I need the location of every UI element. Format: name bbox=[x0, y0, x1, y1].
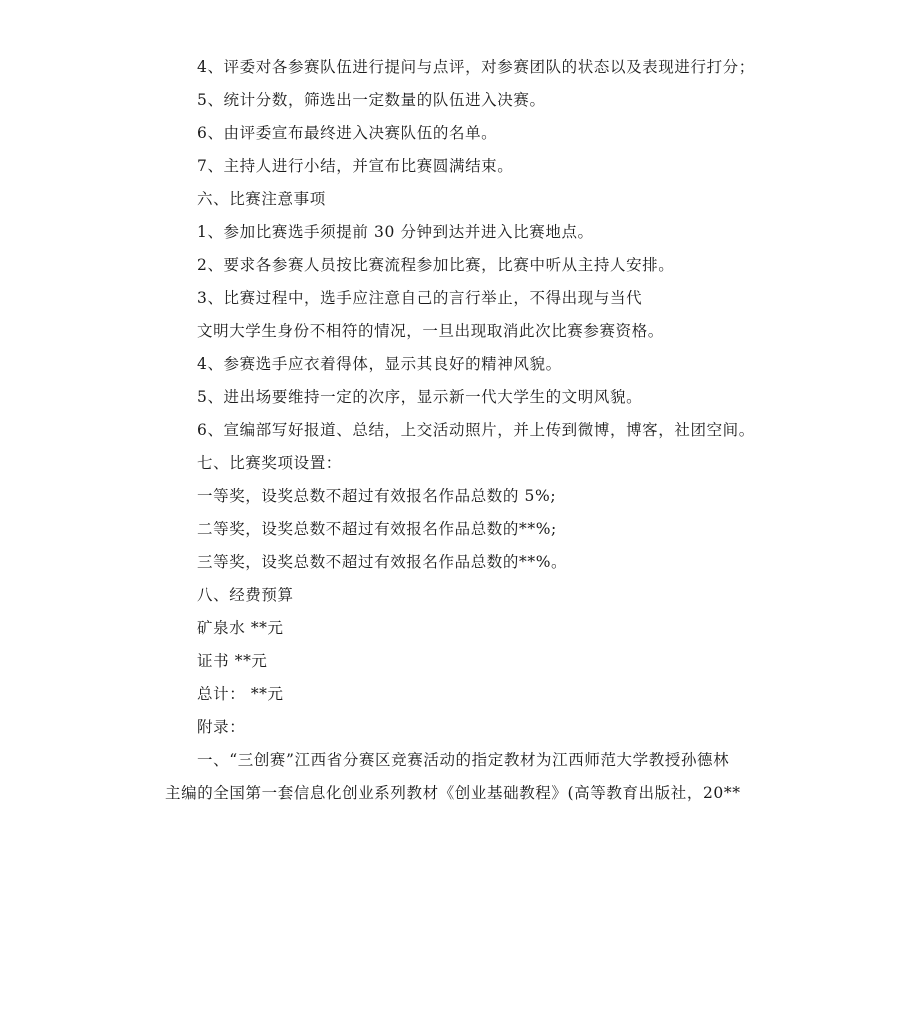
section-heading-appendix: 附录： bbox=[197, 718, 246, 736]
text-line-announce-finalists: 6、由评委宣布最终进入决赛队伍的名单。 bbox=[197, 124, 498, 142]
text-line-appendix-1: 一、“三创赛”江西省分赛区竞赛活动的指定教材为江西师范大学教授孙德林 bbox=[197, 751, 730, 769]
budget-item-certificate: 证书 **元 bbox=[197, 652, 268, 670]
text-line-third-prize: 三等奖，设奖总数不超过有效报名作品总数的**%。 bbox=[197, 553, 568, 571]
text-line-conduct-cont: 文明大学生身份不相符的情况，一旦出现取消此次比赛参赛资格。 bbox=[197, 322, 664, 340]
budget-item-water: 矿泉水 **元 bbox=[197, 619, 284, 637]
text-line-follow-process: 2、要求各参赛人员按比赛流程参加比赛，比赛中听从主持人安排。 bbox=[197, 256, 675, 274]
text-line-publicity: 6、宣编部写好报道、总结，上交活动照片，并上传到微博，博客，社团空间。 bbox=[197, 421, 755, 439]
section-heading-awards: 七、比赛奖项设置： bbox=[197, 454, 342, 472]
section-heading-budget: 八、经费预算 bbox=[197, 586, 294, 604]
text-line-appendix-1-cont: 主编的全国第一套信息化创业系列教材《创业基础教程》(高等教育出版社，20** bbox=[165, 784, 741, 802]
text-line-conduct: 3、比赛过程中，选手应注意自己的言行举止，不得出现与当代 bbox=[197, 289, 643, 307]
text-line-dress: 4、参赛选手应衣着得体，显示其良好的精神风貌。 bbox=[197, 355, 562, 373]
text-line-order: 5、进出场要维持一定的次序，显示新一代大学生的文明风貌。 bbox=[197, 388, 643, 406]
section-heading-notes: 六、比赛注意事项 bbox=[197, 190, 326, 208]
text-line-judging-step: 4、评委对各参赛队伍进行提问与点评，对参赛团队的状态以及表现进行打分； bbox=[197, 58, 755, 76]
text-line-first-prize: 一等奖，设奖总数不超过有效报名作品总数的 5%; bbox=[197, 487, 557, 505]
text-line-host-summary: 7、主持人进行小结，并宣布比赛圆满结束。 bbox=[197, 157, 514, 175]
text-line-second-prize: 二等奖，设奖总数不超过有效报名作品总数的**%; bbox=[197, 520, 557, 538]
text-line-arrive-early: 1、参加比赛选手须提前 30 分钟到达并进入比赛地点。 bbox=[197, 223, 594, 241]
text-line-scoring-step: 5、统计分数，筛选出一定数量的队伍进入决赛。 bbox=[197, 91, 546, 109]
budget-total: 总计： **元 bbox=[197, 685, 284, 703]
